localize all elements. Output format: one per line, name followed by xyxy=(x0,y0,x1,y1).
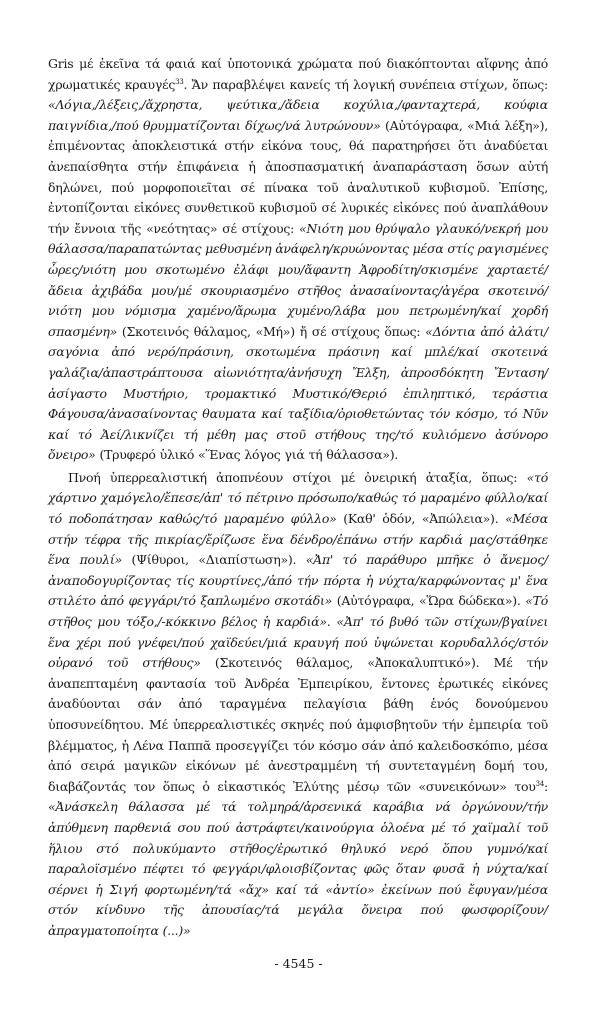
text-run: . Ἄν παραβλέψει κανείς τή λογική συνέπεια στίχων, ὅπως: xyxy=(183,76,548,92)
text-run: (Αὐτόγραφα, «Ὥρα δώδεκα»). xyxy=(332,593,526,609)
quoted-verse: «Τό στῆθος μου τόξο,/-κόκκινο βέλος ἡ καρδιά» xyxy=(48,593,548,630)
quoted-verse: «τό χάρτινο χαμόγελο/ἔπεσε/ἀπ' τό πέτρινο πρόσωπο/καθώς τό μαραμένο φύλλο/καί τό ποδοπάτησαν καθώς/τό μαραμένο φύλλο» xyxy=(48,469,548,527)
text-run: (Σκοτεινός θάλαμος, «Μή») ἤ σέ στίχους ὅπως: xyxy=(117,323,426,339)
text-run: (Σκοτεινός θάλαμος, «Ἀποκαλυπτικό»). Μέ τήν ἀναπεπταμένη φαντασία τοῦ Ἀνδρέα Ἐμπειρίκου, ἔντονες ἐρωτικές εἰκόνες ἀναδύονται σάν ἀπό ταραγμένα πελαγίσια βάθη ἑνός δονούμενου ὑποσυνείδητου. Μέ ὑπερρεαλιστικές σκηνές πού ἀμφισβητοῦν τήν ἐμπειρία τοῦ βλέμματος, ἡ Λένα Παππᾶ προσεγγίζει τόν κόσμο σάν ἀπό καλειδοσκόπιο, μέσα ἀπό σειρά μαγικῶν εἰκόνων μέ ἀνεστραμμένη τή συντεταγμένη δομή του, διαβάζοντάς τον ὅπως ὁ εἰκαστικός Ἐλύτης μέσῳ τῶν «συνεικόνων» του xyxy=(48,655,548,794)
text-run: : xyxy=(544,778,548,794)
text-run: Gris μέ ἐκεῖνα τά φαιά καί ὑποτονικά χρώματα πού διακόπτονται αἴφνης ἀπό χρωματικές κραυγές xyxy=(48,56,548,92)
text-run: Πνοή ὑπερρεαλιστική ἀποπνέουν στίχοι μέ ὀνειρική ἀταξία, ὅπως: xyxy=(68,469,527,485)
text-run: (Ψίθυροι, «Διαπίστωση»). xyxy=(121,552,306,568)
quoted-verse: «Ἀπ' τό βυθό τῶν στίχων/βγαίνει ἕνα χέρι πού γνέφει/πού χαϊδεύει/μιά κραυγή πού ὑψώνεται κορυδαλλός/στόν οὐρανό τοῦ στήθους» xyxy=(48,614,548,671)
text-run: (Αὐτόγραφα, «Μιά λέξη»), ἐπιμένοντας ἀποκλειστικά στήν εἰκόνα τους, θά παρατηρήσει ὅτι ἀναδύεται ἀνεπαίσθητα στήν ἐπιφάνεια ἡ ἀποσπασματική ἀναπαράσταση ὅσων αὐτή δηλώνει, πού μορφοποιεῖται σέ πίνακα τοῦ ἀναλυτικοῦ κυβισμοῦ. Ἐπίσης, ἐντοπίζονται εἰκόνες συνθετικοῦ κυβισμοῦ σέ λυρικές εἰκόνες πού ἀναπλάθουν τήν ἔννοια τῆς «νεότητας» σέ στίχους: xyxy=(48,117,548,236)
quoted-verse: «Ἀνάσκελη θάλασσα μέ τά τολμηρά/ἀρσενικά καράβια νά ὀργώνουν/τήν ἀπύθμενη παρθενιά σου πού ἀστράφτει/καινούργια ὁλοένα μέ τό χαϊμαλί τοῦ ἥλιου στό πολυκύμαντο στῆθος/ἐρωτικό θηλυκό νερό ὅπου γυμνό/καί παραλοϊσμένο πέφτει τό φεγγάρι/φλοισβίζοντας φῶς ὅταν φυσᾶ ἡ νύχτα/καί σέρνει ἡ Σιγή φορτωμένη/τά «ἄχ» καί τά «ἀντίο» ἐκείνων πού ἔφυγαν/μέσα στόν κίνδυνο τῆς ἀπουσίας/τά μεγάλα ὄνειρα πού φωσφορίζουν/ἀπραγματοποίητα (...)» xyxy=(48,799,548,938)
quoted-verse: «Ἀπ' τό παράθυρο μπῆκε ὁ ἄνεμος/ἀναποδογυρίζοντας τίς κουρτίνες,/ἀπό τήν πόρτα ἡ νύχτα/καρφώνοντας μ' ἕνα στιλέτο ἀπό φεγγάρι/τό ξαπλωμένο σκοτάδι» xyxy=(48,552,548,609)
footnote-ref: 34 xyxy=(535,779,545,788)
paragraph-2 xyxy=(48,468,548,942)
quoted-verse: «Νιότη μου θρύψαλο γλαυκό/νεκρή μου θάλασσα/παραπατώντας μεθυσμένη ἀνάφελη/κρυώνοντας μέσα στίς ραγισμένες ὧρες/νιότη μου σκοτωμένο ἐλάφι μου/ἄφαντη Ἀφροδίτη/σκισμένε χαρταετέ/ἄδεια ἀχιβάδα μου/μέ σκουριασμένο στῆθος ἀνασαίνοντας/ἀγέρα σκοτεινό/νιότη μου νόμισμα χαμένο/ἄρωμα χυμένο/λάβα μου πετρωμένη/καί χορδή σπασμένη» xyxy=(48,220,548,339)
quoted-verse: «Λόγια,/λέξεις,/ἄχρηστα, ψεύτικα,/ἄδεια κοχύλια,/φανταχτερά, κούφια παιγνίδια,/πού θρυμματίζονται δίχως/νά λυτρώνουν» xyxy=(48,97,548,133)
text-run: . xyxy=(326,614,337,630)
text-run: (Τρυφερό ὑλικό «Ἕνας λόγος γιά τή θάλασσα»). xyxy=(95,447,399,463)
page-number: - 4545 - xyxy=(274,956,323,971)
quoted-verse: «Μέσα στήν τέφρα τῆς πικρίας/ἔρίζωσε ἕνα δένδρο/ἐπάνω στήν καρδιά μας/στάθηκε ἕνα πουλί» xyxy=(48,511,548,568)
quoted-verse: «Δόντια ἀπό ἀλάτι/σαγόνια ἀπό νερό/πράσινη, σκοτωμένα πράσινη καί μπλέ/καί σκοτεινά γαλάζια/ἀπαστράπτουσα αἰωνιότητα/ἀνήσυχη Ἔλξη, ἀπροσδόκητη Ἔνταση/ἀσίγαστο Μυστήριο, τρομακτικό Μυστικό/Θεριό ἐπιληπτικό, τεράστια Φάγουσα/ἀνασαίνοντας θαυματα καί ταξίδια/ὀριοθετώντας τόν κόσμο, τό Νῦν καί τό Ἀεί/λικνίζει τή μέθη μας στοῦ στήθους της/τό κυλιόμενο ἀσύνορο ὄνειρο» xyxy=(48,323,549,463)
text-run: (Καθ' ὁδόν, «Ἀπώλεια»). xyxy=(336,511,506,527)
document-page xyxy=(48,54,548,942)
paragraph-1 xyxy=(48,54,548,466)
footnote-ref: 33 xyxy=(175,77,184,86)
